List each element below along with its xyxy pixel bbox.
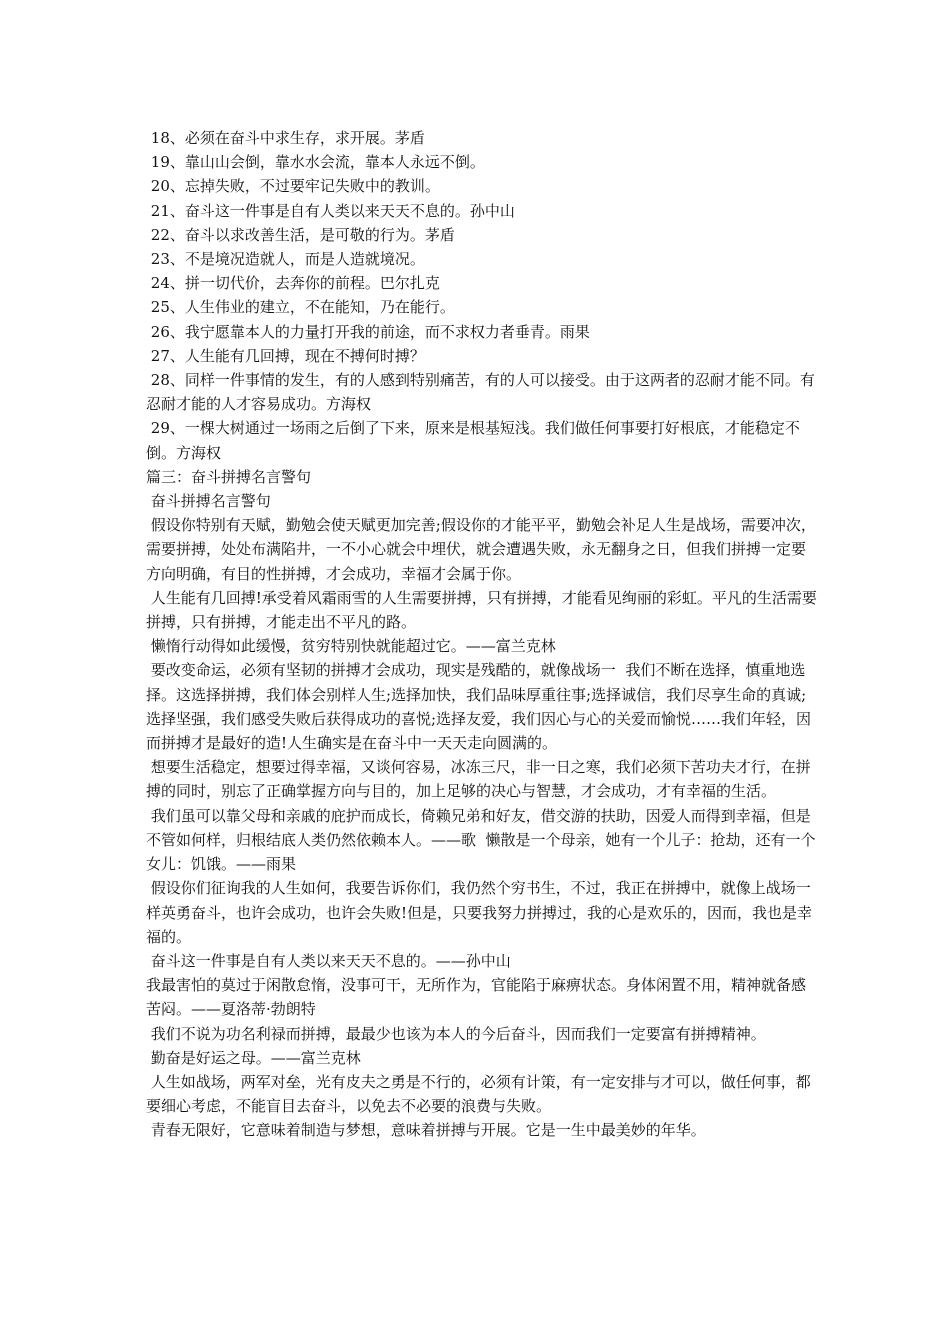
section-subtitle: 奋斗拼搏名言警句 [146, 492, 271, 511]
quote-line-22: 22、奋斗以求改善生活，是可敬的行为。茅盾 [146, 225, 455, 244]
quote-line-23: 23、不是境况造就人，而是人造就境况。 [146, 250, 425, 269]
document-body [146, 126, 818, 1143]
body-paragraph: 假设你们征询我的人生如何，我要告诉你们，我仍然个穷书生，不过，我正在拼搏中，就像上战场一样英勇奋斗，也许会成功，也许会失败!但是，只要我努力拼搏过，我的心是欢乐的，因而，我也是幸福的。 [146, 879, 813, 946]
body-paragraph: 人生能有几回搏!承受着风霜雨雪的人生需要拼搏，只有拼搏，才能看见绚丽的彩虹。平凡的生活需要拼搏，只有拼搏，才能走出不平凡的路。 [146, 588, 817, 632]
quote-line-24: 24、拼一切代价，去奔你的前程。巴尔扎克 [146, 274, 440, 293]
body-paragraph: 人生如战场，两军对垒，光有皮夫之勇是不行的，必须有计策，有一定安排与才可以，做任何事，都要细心考虑，不能盲目去奋斗，以免去不必要的浪费与失败。 [146, 1072, 811, 1116]
quote-line-26: 26、我宁愿靠本人的力量打开我的前途，而不求权力者垂青。雨果 [146, 322, 590, 341]
quote-line-28: 28、同样一件事情的发生，有的人感到特别痛苦，有的人可以接受。由于这两者的忍耐才能不同。有忍耐才能的人才容易成功。方海权 [146, 371, 815, 414]
body-paragraph: 假设你特别有天赋，勤勉会使天赋更加完善;假设你的才能平平，勤勉会补足人生是战场，需要冲次，需要拼搏，处处布满陷井，一不小心就会中埋伏，就会遭遇失败，永无翻身之日，但我们拼搏一定要方向明确，有目的性拼搏，才会成功，幸福才会属于你。 [146, 516, 816, 583]
body-paragraph: 要改变命运，必须有坚韧的拼搏才会成功，现实是残酷的，就像战场一 我们不断在选择，慎重地选择。这选择拼搏，我们体会别样人生;选择加快，我们品味厚重往事;选择诚信，我们尽享生命的真诚;选择坚强，我们感受失败后获得成功的喜悦;选择友爱，我们因心与心的关爱而愉悦……我们年轻，因而拼搏才是最好的造!人生确实是在奋斗中一天天走向圆满的。 [146, 661, 812, 753]
quote-line-18: 18、必须在奋斗中求生存，求开展。茅盾 [146, 129, 425, 147]
quote-line-25: 25、人生伟业的建立，不在能知，乃在能行。 [146, 298, 455, 317]
section-heading: 篇三：奋斗拼搏名言警句 [146, 467, 312, 486]
body-paragraph: 青春无限好，它意味着制造与梦想，意味着拼搏与开展。它是一生中最美妙的年华。 [146, 1121, 706, 1140]
body-paragraph: 想要生活稳定，想要过得幸福，又谈何容易，冰冻三尺，非一日之寒，我们必须下苦功夫才行，在拼搏的同时，别忘了正确掌握方向与目的，加上足够的决心与智慧，才会成功，才有幸福的生活。 [146, 758, 811, 801]
quote-line-21: 21、奋斗这一件事是自有人类以来天天不息的。孙中山 [146, 201, 515, 220]
quote-line-20: 20、忘掉失败，不过要牢记失败中的教训。 [146, 177, 440, 196]
body-paragraph: 我们虽可以靠父母和亲戚的庇护而成长，倚赖兄弟和好友，借交游的扶助，因爱人而得到幸福，但是不管如何样，归根结底人类仍然依赖本人。——歌 懒散是一个母亲，她有一个儿子：抢劫，还有一个女儿：饥饿。——雨果 [146, 806, 816, 874]
body-paragraph: 懒惰行动得如此缓慢，贫穷特别快就能超过它。——富兰克林 [146, 637, 556, 656]
body-paragraph: 勤奋是好运之母。——富兰克林 [146, 1048, 361, 1067]
body-paragraph: 我们不说为功名利禄而拼搏，最最少也该为本人的今后奋斗，因而我们一定要富有拼搏精神。 [146, 1024, 766, 1043]
quote-line-29: 29、一棵大树通过一场雨之后倒了下来，原来是根基短浅。我们做任何事要打好根底，才能稳定不倒。方海权 [146, 419, 800, 462]
body-paragraph: 奋斗这一件事是自有人类以来天天不息的。——孙中山 [146, 951, 511, 970]
body-paragraph: 我最害怕的莫过于闲散怠惰，没事可干，无所作为，官能陷于麻痹状态。身体闲置不用，精神就备感苦闷。——夏洛蒂·勃朗特 [146, 976, 807, 1019]
quote-line-19: 19、靠山山会倒，靠水水会流，靠本人永远不倒。 [146, 153, 485, 172]
quote-line-27: 27、人生能有几回搏，现在不搏何时搏？ [146, 346, 425, 365]
